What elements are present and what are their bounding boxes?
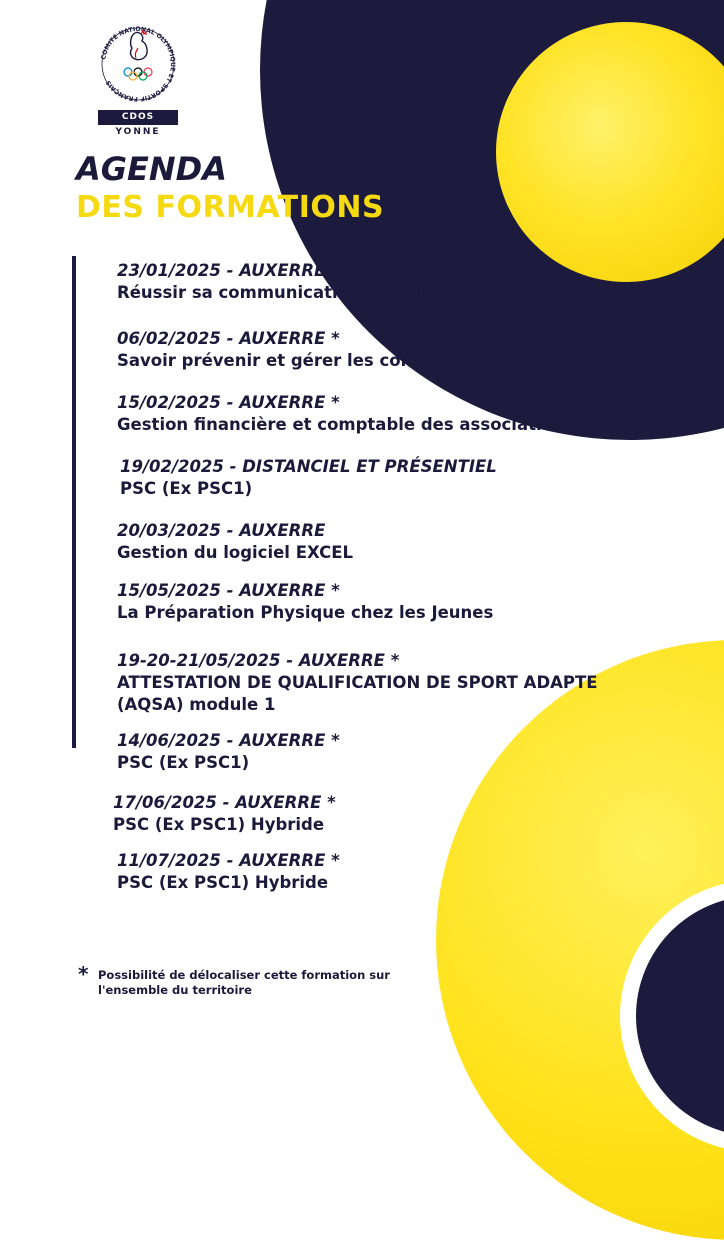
event-date: 17/06/2025 - AUXERRE * [113, 793, 336, 812]
logo-subtitle: YONNE [115, 127, 161, 137]
event-item [117, 730, 340, 774]
event-item [120, 456, 497, 500]
event-date: 15/02/2025 - AUXERRE * [117, 393, 340, 412]
cdos-logo [98, 18, 178, 137]
event-title: Gestion financière et comptable des associations [117, 415, 575, 434]
event-date: 20/03/2025 - AUXERRE [117, 521, 326, 540]
svg-text:COMITÉ NATIONAL OLYMPIQUE ET S: COMITÉ NATIONAL OLYMPIQUE ET SPORTIF FRANÇAIS [100, 25, 177, 103]
event-title: ATTESTATION DE QUALIFICATION DE SPORT ADAPTE [117, 673, 598, 692]
event-date: 11/07/2025 - AUXERRE * [117, 851, 340, 870]
logo-banner: CDOS [98, 110, 178, 125]
event-title: Savoir prévenir et gérer les conflits [117, 351, 448, 370]
event-title: La Préparation Physique chez les Jeunes [117, 603, 494, 622]
event-item [117, 328, 448, 372]
footnote-line: l'ensemble du territoire [98, 983, 252, 997]
event-date: 19/02/2025 - DISTANCIEL ET PRÉSENTIEL [120, 457, 497, 476]
event-date: 15/05/2025 - AUXERRE * [117, 581, 340, 600]
event-item [117, 850, 340, 894]
title-des-formations: DES FORMATIONS [76, 190, 385, 225]
event-title: PSC (Ex PSC1) [120, 479, 253, 498]
event-title: PSC (Ex PSC1) Hybride [117, 873, 329, 892]
event-date: 19-20-21/05/2025 - AUXERRE * [117, 651, 400, 670]
footnote-text [98, 968, 458, 998]
event-title: Réussir sa communication visuelle avec CANVA [117, 283, 556, 302]
event-title: PSC (Ex PSC1) [117, 753, 250, 772]
event-item [117, 520, 353, 564]
title-agenda: AGENDA [76, 150, 227, 188]
timeline-bar [72, 256, 76, 748]
event-date: 14/06/2025 - AUXERRE * [117, 731, 340, 750]
rooster-olympic-rings-icon [98, 18, 178, 108]
footnote-line: Possibilité de délocaliser cette formation sur [98, 968, 390, 982]
event-date: 23/01/2025 - AUXERRE * [117, 261, 340, 280]
event-item [117, 580, 493, 624]
footnote-marker: * [78, 962, 89, 986]
event-item [117, 260, 556, 304]
event-item [113, 792, 336, 836]
event-date: 06/02/2025 - AUXERRE * [117, 329, 340, 348]
event-title-continued: (AQSA) module 1 [117, 695, 276, 714]
event-item [117, 392, 575, 436]
event-title: Gestion du logiciel EXCEL [117, 543, 354, 562]
event-item [117, 650, 598, 716]
event-title: PSC (Ex PSC1) Hybride [113, 815, 325, 834]
